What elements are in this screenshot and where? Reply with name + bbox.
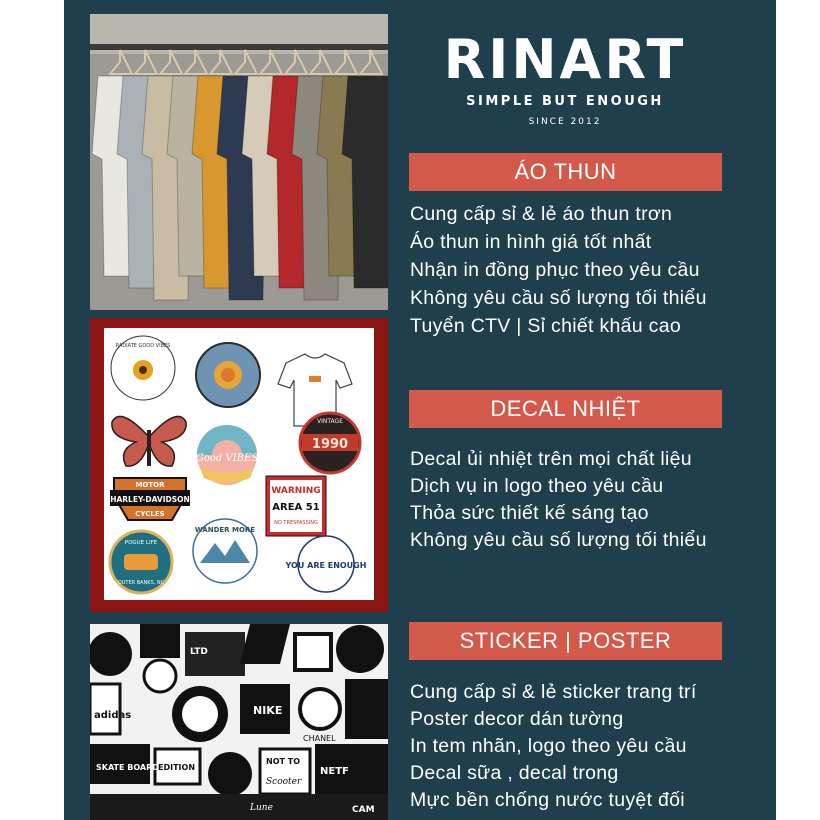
list-item: Cung cấp sỉ & lẻ sticker trang trí xyxy=(410,681,697,703)
section-list-tshirt xyxy=(410,200,707,340)
tshirt-rack-illustration xyxy=(90,14,388,310)
section-title-tshirt: ÁO THUN xyxy=(409,153,722,191)
edition-text: EDITION xyxy=(158,763,196,772)
list-item: Cung cấp sỉ & lẻ áo thun trơn xyxy=(410,203,673,225)
netf-text: NETF xyxy=(320,766,349,777)
list-item: Không yêu cầu số lượng tối thiểu xyxy=(410,529,707,551)
enough-text: YOU ARE ENOUGH xyxy=(285,561,367,570)
list-item: Tuyển CTV | Sỉ chiết khấu cao xyxy=(410,315,681,337)
brand-since: SINCE 2012 xyxy=(528,117,602,127)
skate-text: SKATE BOARD xyxy=(96,763,159,772)
area51-text: AREA 51 xyxy=(272,502,320,513)
chanel-text: CHANEL xyxy=(303,734,336,743)
section-title-sticker: STICKER | POSTER xyxy=(409,622,722,660)
wander-text: WANDER MORE xyxy=(194,526,256,534)
ltd-text: LTD xyxy=(190,647,208,657)
brand-tagline: SIMPLE BUT ENOUGH xyxy=(466,94,664,109)
list-item: Không yêu cầu số lượng tối thiểu xyxy=(410,287,707,309)
sun-sticker xyxy=(196,343,260,407)
pogue-text: POGUE LIFE xyxy=(124,540,158,546)
list-item: Poster decor dán tường xyxy=(410,708,624,730)
list-item: Mực bền chống nước tuyệt đối xyxy=(410,789,685,811)
list-item: In tem nhãn, logo theo yêu cầu xyxy=(410,735,687,757)
scooter-text: Scooter xyxy=(266,777,302,787)
pogue-life-sticker xyxy=(110,531,172,593)
section-list-decal xyxy=(410,446,707,554)
sticker-bomb-photo xyxy=(90,624,388,820)
radiate-text: RADIATE GOOD VIBES xyxy=(115,343,171,349)
decal-sheet-illustration xyxy=(90,318,388,612)
year-text: 1990 xyxy=(311,437,349,452)
list-item: Thỏa sức thiết kế sáng tạo xyxy=(410,502,649,524)
brand-logo-title: RINART xyxy=(443,28,687,91)
not-to-text: NOT TO xyxy=(266,757,300,766)
heat-decal-photo xyxy=(90,318,388,612)
adidas-text: adidas xyxy=(94,710,132,721)
list-item: Dịch vụ in logo theo yêu cầu xyxy=(410,475,664,497)
radiate-sticker xyxy=(111,336,175,400)
nike-text: NIKE xyxy=(253,704,283,717)
section-list-sticker xyxy=(410,679,697,814)
section-title-decal: DECAL NHIỆT xyxy=(409,390,722,428)
vintage-1990-sticker xyxy=(300,413,360,473)
outer-banks-text: OUTER BANKS, NC xyxy=(117,580,165,586)
wander-more-sticker xyxy=(193,519,257,583)
list-item: Decal sữa , decal trong xyxy=(410,762,619,784)
warning-area51-sticker xyxy=(266,476,326,536)
list-item: Áo thun in hình giá tốt nhất xyxy=(410,231,652,253)
clothes-rail xyxy=(90,44,388,50)
warning-text: WARNING xyxy=(271,486,321,496)
no-trespassing-text: NO TRESPASSING xyxy=(274,520,318,526)
lune-text: Lune xyxy=(250,803,273,813)
tshirt-rack-photo xyxy=(90,14,388,310)
list-item: Decal ủi nhiệt trên mọi chất liệu xyxy=(410,448,692,470)
year-sub-text: VINTAGE xyxy=(316,418,344,425)
sticker-collage-illustration xyxy=(90,624,388,820)
vibes-text: Good VIBES xyxy=(195,453,259,464)
brand-header xyxy=(408,28,722,127)
harley-top-text: MOTOR xyxy=(135,481,165,489)
harley-text: HARLEY-DAVIDSON xyxy=(110,495,190,504)
cam-text: CAM xyxy=(352,805,375,815)
harley-bottom-text: CYCLES xyxy=(135,510,165,518)
list-item: Nhận in đồng phục theo yêu cầu xyxy=(410,259,700,281)
